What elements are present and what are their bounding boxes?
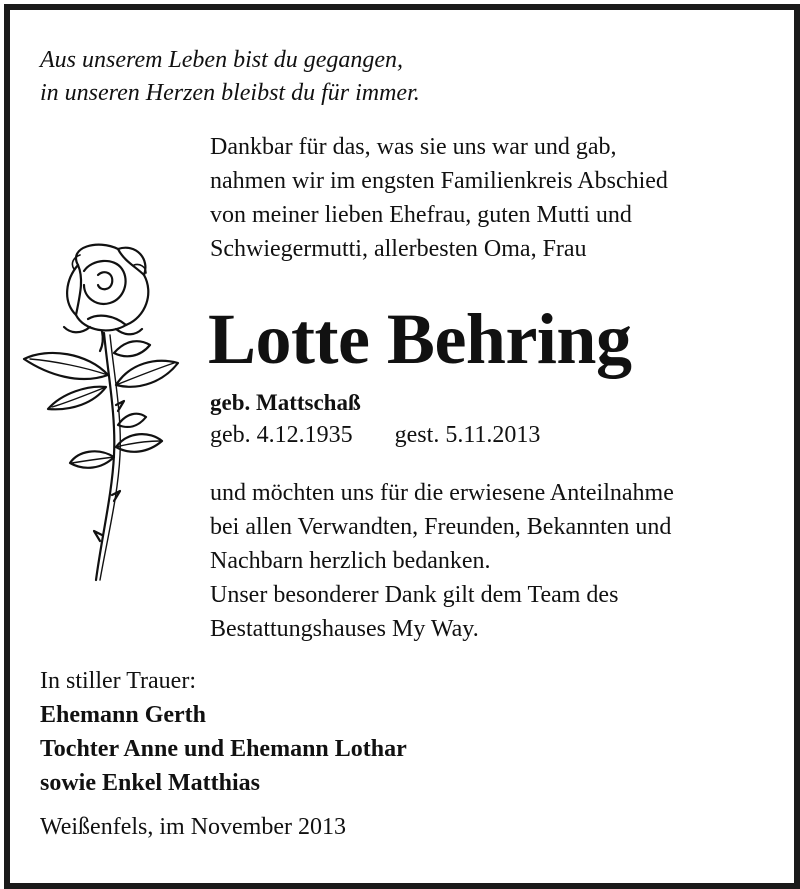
rose-icon [18, 235, 188, 585]
mourners-heading: In stiller Trauer: [40, 668, 196, 694]
intro-line-1: Dankbar für das, was sie uns war und gab, [210, 134, 617, 160]
birth-date: geb. 4.12.1935 [210, 422, 353, 448]
mourner-3: sowie Enkel Matthias [40, 770, 261, 796]
deceased-name: Lotte Behring [208, 299, 632, 379]
mourner-1: Ehemann Gerth [40, 702, 207, 728]
motto [40, 44, 420, 110]
death-date: gest. 5.11.2013 [394, 422, 541, 448]
intro-line-4: Schwiegermutti, allerbesten Oma, Frau [210, 236, 587, 262]
birth-name: geb. Mattschaß [210, 390, 361, 415]
place-date: Weißenfels, im November 2013 [40, 814, 346, 840]
thanks-line-5: Bestattungshauses My Way. [210, 616, 479, 642]
thanks-line-3: Nachbarn herzlich bedanken. [210, 548, 491, 574]
motto-line-2: in unseren Herzen bleibst du für immer. [40, 80, 420, 106]
mourner-2: Tochter Anne und Ehemann Lothar [40, 736, 407, 762]
thanks-line-4: Unser besonderer Dank gilt dem Team des [210, 582, 619, 608]
motto-line-1: Aus unserem Leben bist du gegangen, [40, 47, 404, 73]
thanks-line-2: bei allen Verwandten, Freunden, Bekannten und [210, 514, 672, 540]
intro-text [210, 130, 668, 266]
intro-line-2: nahmen wir im engsten Familienkreis Abschied [210, 168, 668, 194]
thanks-text [210, 476, 674, 646]
life-dates [210, 422, 540, 449]
thanks-line-1: und möchten uns für die erwiesene Anteilnahme [210, 480, 674, 506]
mourners [40, 664, 407, 800]
intro-line-3: von meiner lieben Ehefrau, guten Mutti und [210, 202, 632, 228]
